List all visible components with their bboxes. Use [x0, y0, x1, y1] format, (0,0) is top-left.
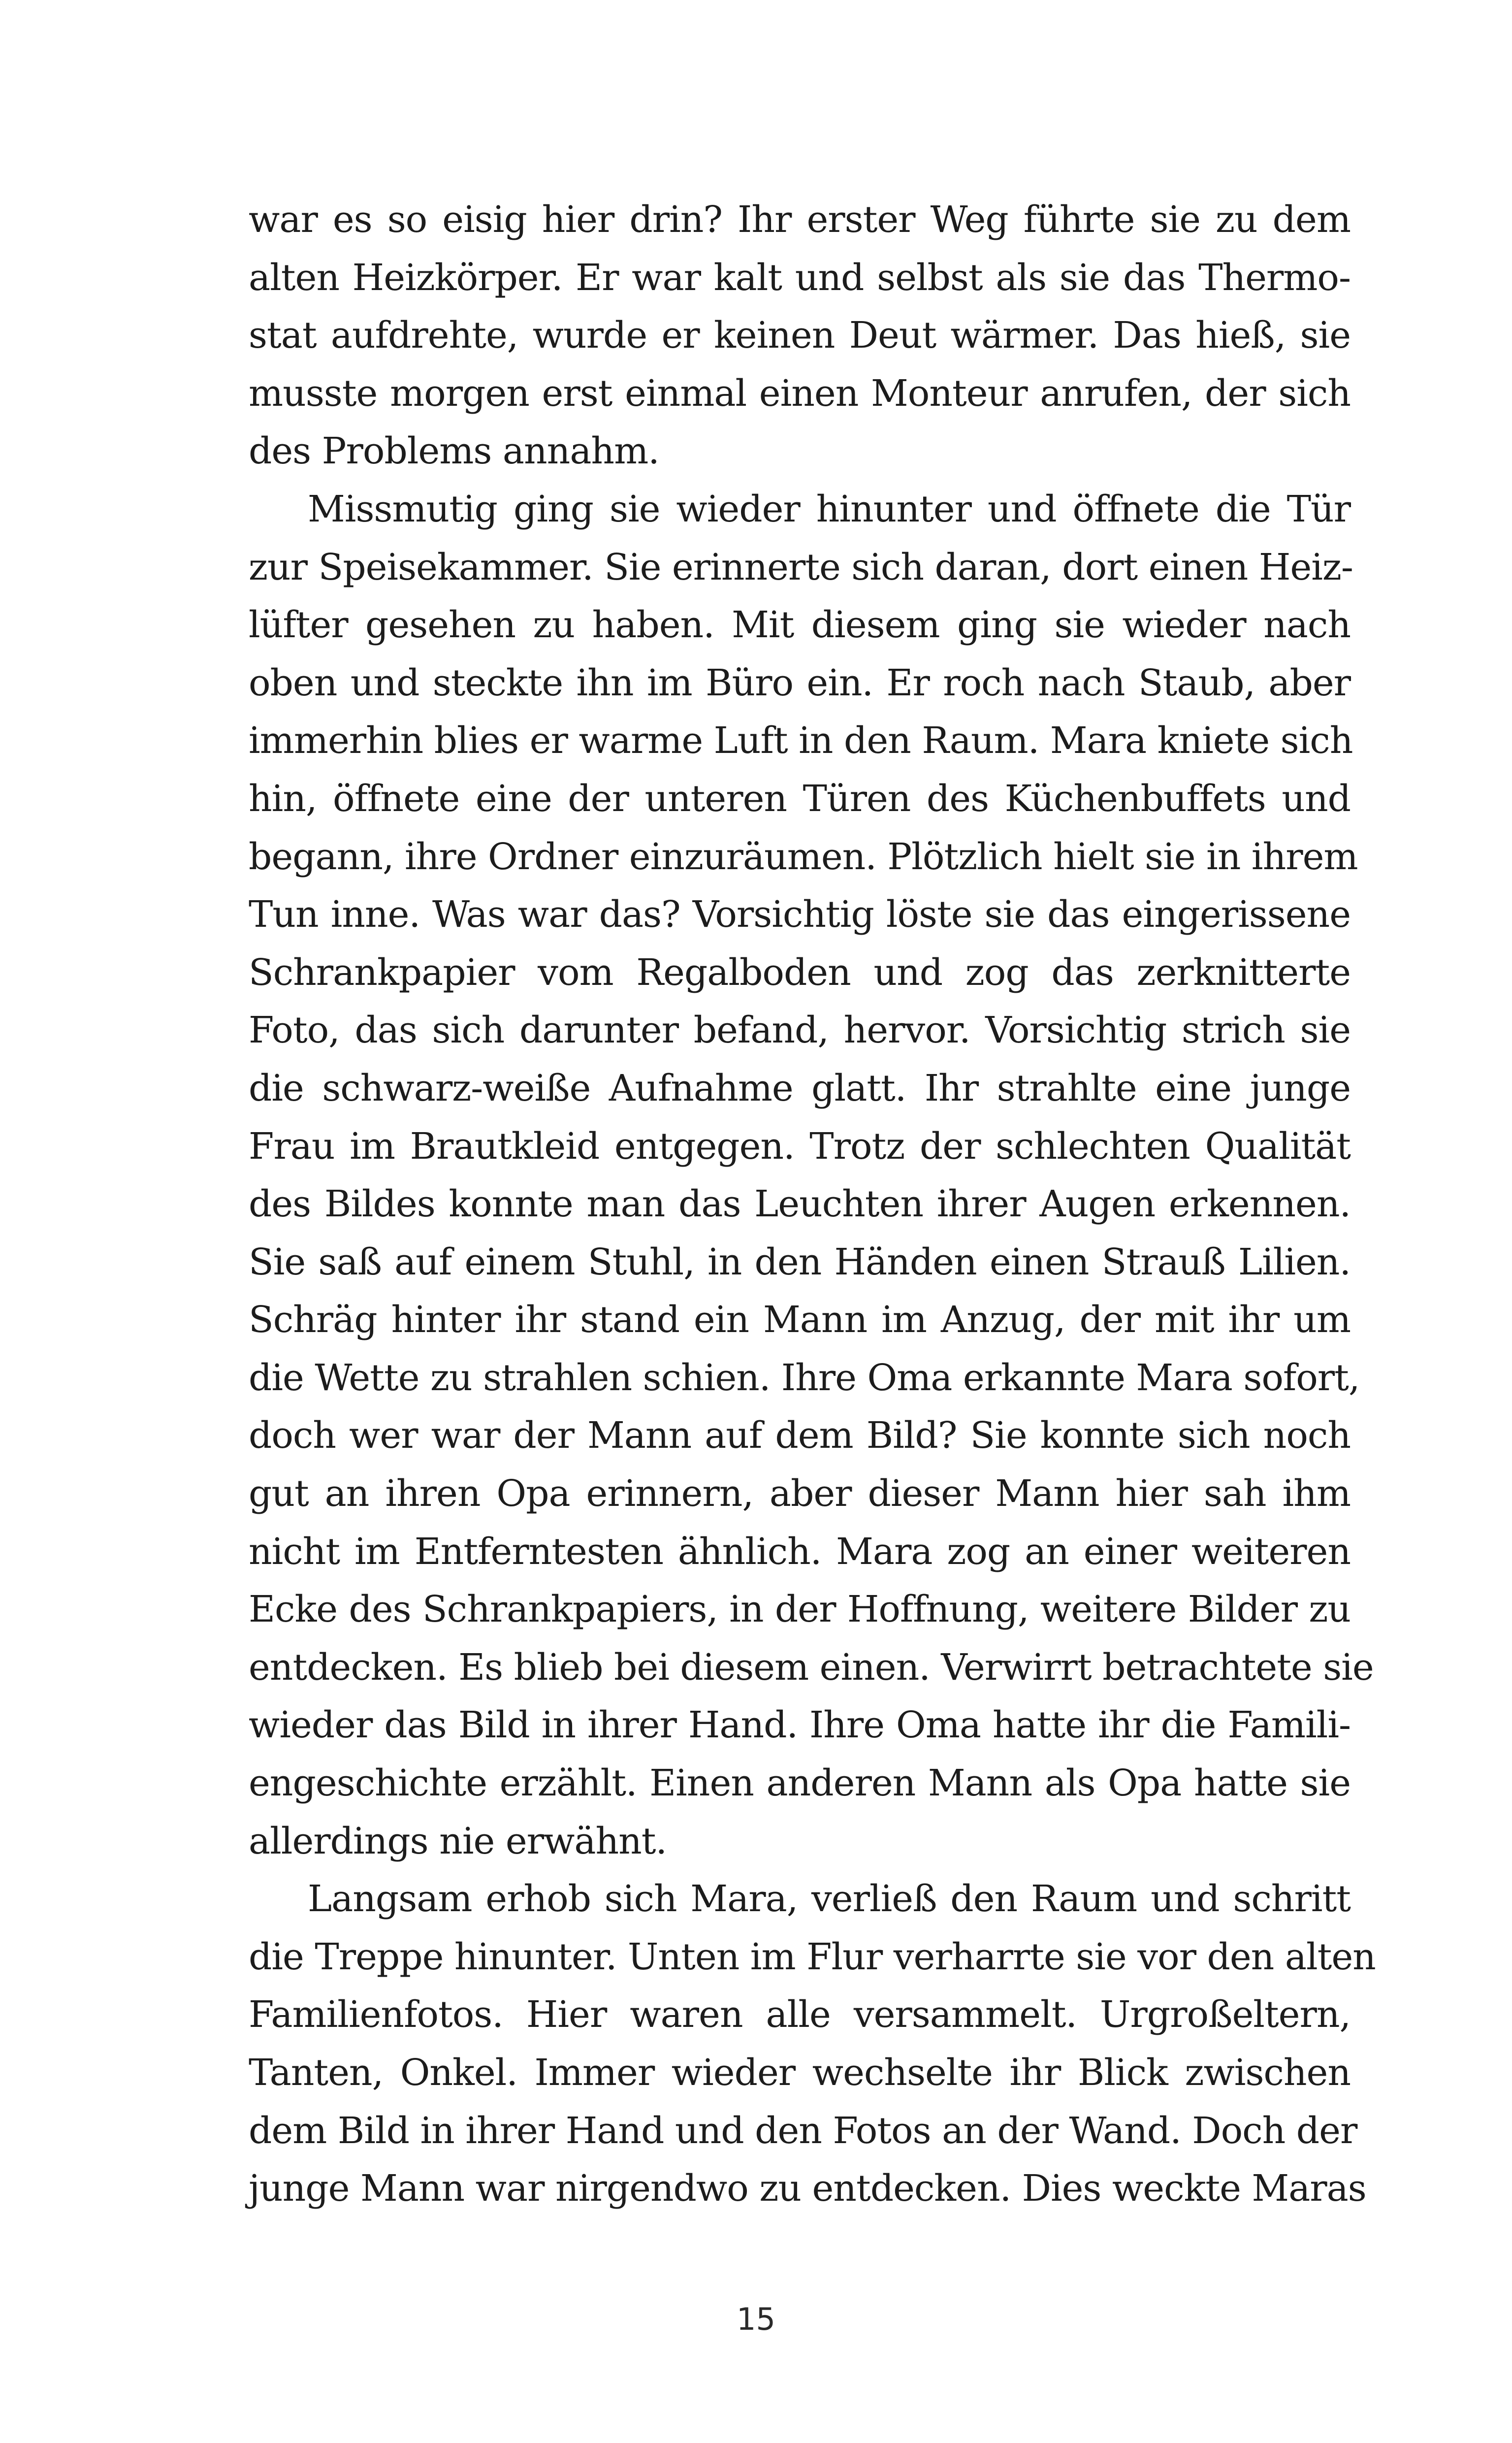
text-line: Tanten, Onkel. Immer wieder wechselte ihr Blick zwischen — [249, 2052, 1351, 2094]
text-line: musste morgen erst einmal einen Monteur anrufen, der sich — [249, 372, 1351, 415]
text-line: dem Bild in ihrer Hand und den Fotos an der Wand. Doch der — [249, 2109, 1357, 2152]
text-line: Missmutig ging sie wieder hinunter und öffnete die Tür — [308, 488, 1351, 530]
text-line: immerhin blies er warme Luft in den Raum. Mara kniete sich — [249, 719, 1353, 762]
text-line: Langsam erhob sich Mara, verließ den Raum und schritt — [308, 1878, 1351, 1921]
body-text — [249, 191, 1376, 2218]
text-line: engeschichte erzählt. Einen anderen Mann als Opa hatte sie — [249, 1762, 1351, 1805]
text-line: Schrankpapier vom Regalboden und zog das zerknitterte — [249, 951, 1351, 994]
page-number: 15 — [737, 2301, 775, 2337]
text-line: wieder das Bild in ihrer Hand. Ihre Oma hatte ihr die Famili- — [249, 1704, 1351, 1747]
text-line: Tun inne. Was war das? Vorsichtig löste sie das eingerissene — [249, 893, 1351, 936]
text-line: lüfter gesehen zu haben. Mit diesem ging sie wieder nach — [249, 604, 1351, 647]
text-line: Frau im Brautkleid entgegen. Trotz der schlechten Qualität — [249, 1125, 1351, 1168]
text-line: die Treppe hinunter. Unten im Flur verharrte sie vor den alten — [249, 1935, 1376, 1978]
text-line: allerdings nie erwähnt. — [249, 1820, 667, 1862]
text-line: die Wette zu strahlen schien. Ihre Oma erkannte Mara sofort, — [249, 1356, 1360, 1399]
text-line: Schräg hinter ihr stand ein Mann im Anzug, der mit ihr um — [249, 1299, 1351, 1341]
text-line: Foto, das sich darunter befand, hervor. Vorsichtig strich sie — [249, 1009, 1351, 1052]
text-line: doch wer war der Mann auf dem Bild? Sie konnte sich noch — [249, 1414, 1351, 1457]
text-line: junge Mann war nirgendwo zu entdecken. Dies weckte Maras — [249, 2167, 1366, 2210]
text-line: Sie saß auf einem Stuhl, in den Händen einen Strauß Lilien. — [249, 1240, 1351, 1283]
text-line: Familienfotos. Hier waren alle versammelt. Urgroßeltern, — [249, 1993, 1351, 2036]
text-line: des Problems annahm. — [249, 430, 659, 473]
text-line: war es so eisig hier drin? Ihr erster Weg führte sie zu dem — [249, 198, 1351, 241]
text-line: begann, ihre Ordner einzuräumen. Plötzlich hielt sie in ihrem — [249, 835, 1358, 878]
text-line: nicht im Entferntesten ähnlich. Mara zog an einer weiteren — [249, 1530, 1351, 1573]
text-line: alten Heizkörper. Er war kalt und selbst als sie das Thermo- — [249, 256, 1351, 299]
text-line: oben und steckte ihn im Büro ein. Er roch nach Staub, aber — [249, 661, 1351, 704]
text-line: zur Speisekammer. Sie erinnerte sich daran, dort einen Heiz- — [249, 546, 1353, 588]
text-line: stat aufdrehte, wurde er keinen Deut wärmer. Das hieß, sie — [249, 314, 1351, 357]
text-line: die schwarz-weiße Aufnahme glatt. Ihr strahlte eine junge — [249, 1067, 1351, 1109]
text-line: Ecke des Schrankpapiers, in der Hoffnung, weitere Bilder zu — [249, 1588, 1351, 1631]
text-line: hin, öffnete eine der unteren Türen des Küchenbuffets und — [249, 777, 1351, 820]
text-line: des Bildes konnte man das Leuchten ihrer Augen erkennen. — [249, 1183, 1351, 1226]
text-line: gut an ihren Opa erinnern, aber dieser Mann hier sah ihm — [249, 1472, 1351, 1515]
text-line: entdecken. Es blieb bei diesem einen. Verwirrt betrachtete sie — [249, 1646, 1374, 1689]
